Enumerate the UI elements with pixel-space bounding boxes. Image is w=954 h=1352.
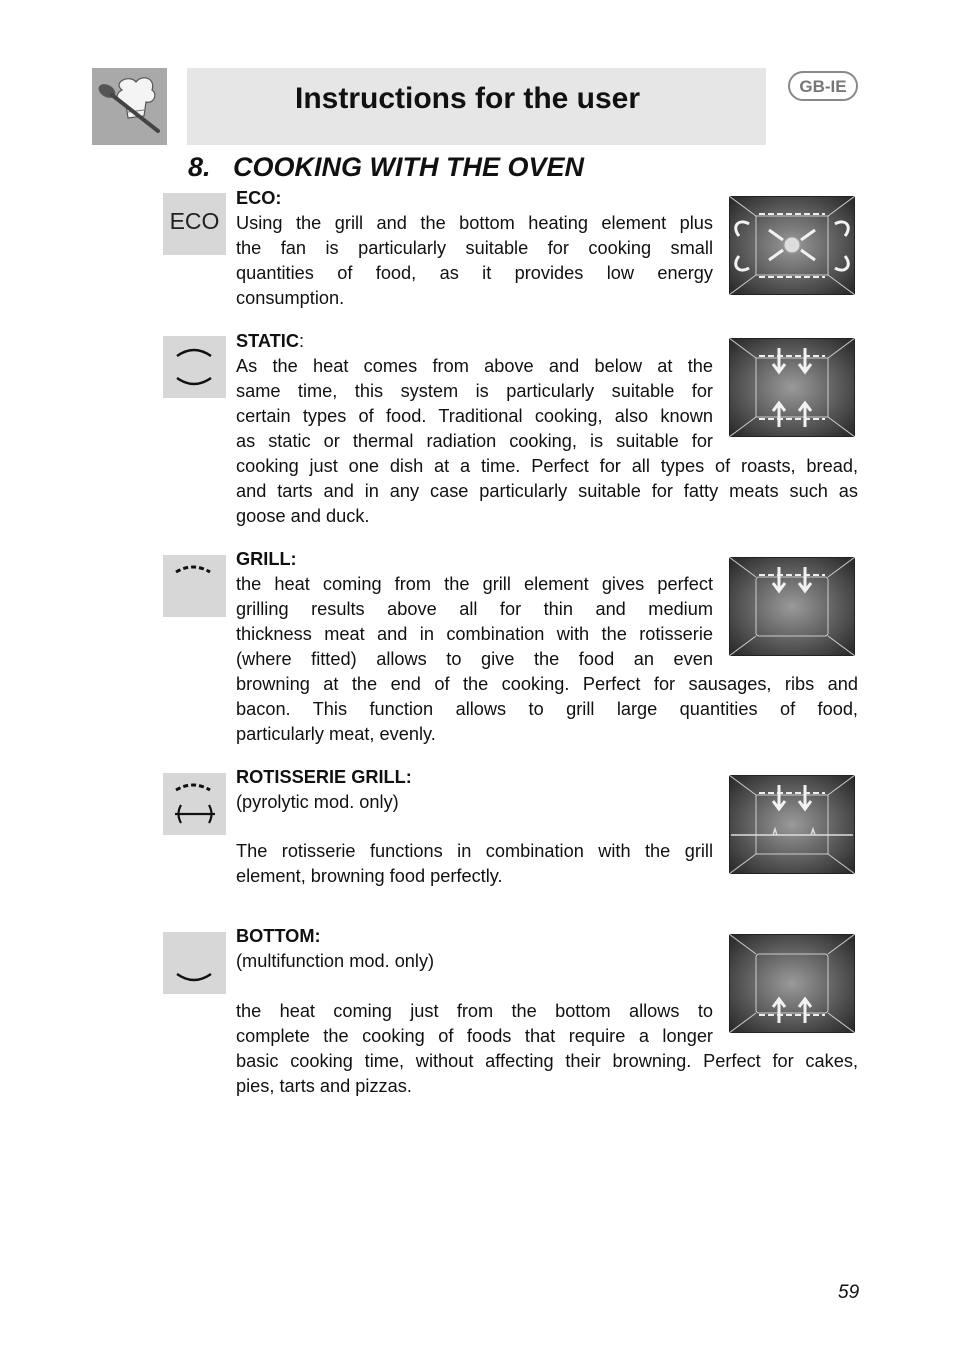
- language-badge: GB-IE: [788, 71, 858, 101]
- chef-hat-spoon-icon: [92, 68, 167, 145]
- rotisserie-oven-diagram: [729, 775, 855, 874]
- static-line-5: cooking just one dish at a time. Perfect for all types of roasts, bread,: [236, 456, 858, 476]
- eco-icon-label: ECO: [169, 208, 220, 234]
- grill-line-5: browning at the end of the cooking. Perfect for sausages, ribs and: [236, 674, 858, 694]
- static-line-6: and tarts and in any case particularly suitable for fatty meats such as: [236, 481, 858, 501]
- static-mode-icon: [163, 336, 226, 398]
- grill-line-7: particularly meat, evenly.: [236, 724, 436, 744]
- section-title: [188, 152, 584, 183]
- grill-line-3: thickness meat and in combination with the rotisserie: [236, 624, 713, 644]
- eco-description: [236, 186, 713, 311]
- logo-box: [92, 68, 167, 145]
- rotisserie-mode-icon: [163, 773, 226, 835]
- eco-line-4: consumption.: [236, 288, 345, 308]
- bottom-symbol-icon: [163, 932, 226, 994]
- rotisserie-description: [236, 765, 713, 889]
- static-line-1: As the heat comes from above and below at the: [236, 356, 713, 376]
- bottom-heading: BOTTOM:: [236, 926, 321, 946]
- rotisserie-line-1: The rotisserie functions in combination with the grill: [236, 841, 713, 861]
- page-title: Instructions for the user: [295, 82, 641, 115]
- grill-line-6: bacon. This function allows to grill large quantities of food,: [236, 699, 858, 719]
- static-description: [236, 329, 858, 529]
- static-heading-colon: :: [298, 331, 305, 351]
- eco-oven-diagram: [729, 196, 855, 295]
- grill-line-1: the heat coming from the grill element gives perfect: [236, 574, 713, 594]
- static-line-7: goose and duck.: [236, 506, 370, 526]
- static-heading: STATIC: [236, 331, 299, 351]
- rotisserie-line-2: element, browning food perfectly.: [236, 866, 503, 886]
- bottom-note: (multifunction mod. only): [236, 951, 435, 971]
- page-number: 59: [838, 1282, 860, 1303]
- bottom-line-3: basic cooking time, without affecting their browning. Perfect for cakes,: [236, 1051, 858, 1071]
- rotisserie-grill-symbol-icon: [163, 773, 226, 835]
- grill-line-2: grilling results above all for thin and medium: [236, 599, 713, 619]
- eco-line-2: the fan is particularly suitable for cooking small: [236, 238, 713, 258]
- grill-description: [236, 547, 858, 747]
- grill-mode-icon: [163, 555, 226, 617]
- bottom-mode-icon: [163, 932, 226, 994]
- eco-line-3: quantities of food, as it provides low energy: [236, 263, 713, 283]
- section-number: 8.: [188, 152, 211, 182]
- bottom-line-4: pies, tarts and pizzas.: [236, 1076, 412, 1096]
- static-line-3: certain types of food. Traditional cooking, also known: [236, 406, 713, 426]
- static-line-4: as static or thermal radiation cooking, is suitable for: [236, 431, 713, 451]
- static-symbol-icon: [163, 336, 226, 398]
- eco-heading: ECO:: [236, 188, 282, 208]
- grill-symbol-icon: [163, 555, 226, 617]
- bottom-description: [236, 924, 858, 1099]
- section-title-text: COOKING WITH THE OVEN: [233, 152, 585, 182]
- static-line-2: same time, this system is particularly suitable for: [236, 381, 713, 401]
- grill-line-4: (where fitted) allows to give the food an even: [236, 649, 713, 669]
- eco-mode-icon: [163, 193, 226, 255]
- grill-heading: GRILL:: [236, 549, 297, 569]
- rotisserie-heading: ROTISSERIE GRILL:: [236, 767, 412, 787]
- bottom-line-1: the heat coming just from the bottom allows to: [236, 1001, 713, 1021]
- eco-line-1: Using the grill and the bottom heating element plus: [236, 213, 713, 233]
- rotisserie-note: (pyrolytic mod. only): [236, 792, 399, 812]
- bottom-line-2: complete the cooking of foods that require a longer: [236, 1026, 713, 1046]
